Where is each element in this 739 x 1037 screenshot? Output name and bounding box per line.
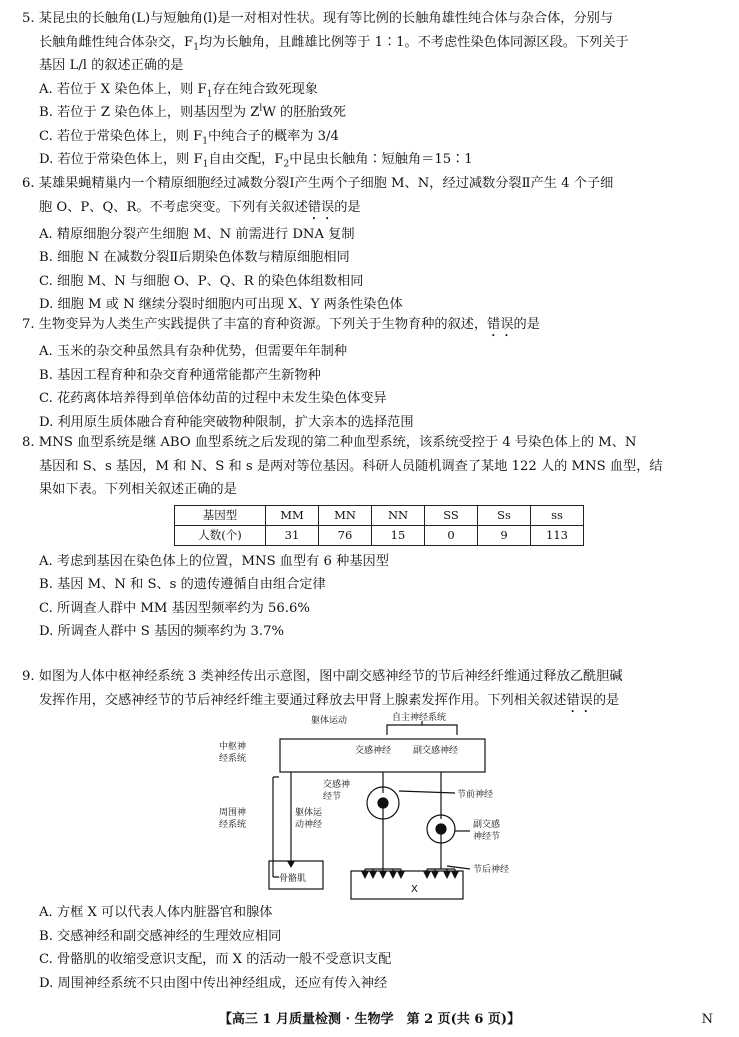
q5-stem-line-2: 长触角雌性纯合体杂交，$F_1$均为长触角，且雌雄比例等于 1∶1。不考虑性染色体同源区段。下列关于 <box>39 34 629 53</box>
question-9 <box>22 665 718 716</box>
q7-stem-line-1: 7. 生物变异为人类生产实践提供了丰富的育种资源。下列关于生物育种的叙述，错误的是 <box>22 317 540 332</box>
q5-option-d: D. 若位于常染色体上，则 $F_1$自由交配，$F_2$中昆虫长触角∶短触角＝15∶1 <box>39 152 473 170</box>
q9-stem-line-2: 发挥作用，交感神经节的节后神经纤维主要通过释放去甲肾上腺素发挥作用。下列相关叙述错误的是 <box>39 692 620 708</box>
label-preganglionic: 节前神经 <box>457 790 494 800</box>
footer-version: N <box>701 1012 713 1027</box>
table-cell: 15 <box>372 525 425 545</box>
question-8 <box>22 431 718 644</box>
table-cell: 0 <box>425 525 478 545</box>
label-somatic-motion: 躯体运动 <box>311 716 348 726</box>
q8-stem-line-1: 8. MNS 血型系统是继 ABO 血型系统之后发现的第二种血型系统，该系统受控于 4 号染色体上的 M、N <box>22 435 637 450</box>
label-somatic-motor-1: 躯体运 <box>295 808 323 818</box>
nervous-system-diagram <box>215 711 515 901</box>
table-header-row <box>175 505 584 525</box>
table-cell: Ss <box>478 505 531 525</box>
table-cell: MN <box>319 505 372 525</box>
table-row <box>175 525 584 545</box>
leader-preganglionic <box>399 791 455 793</box>
q7-option-d: D. 利用原生质体融合育种能突破物种限制，扩大亲本的选择范围 <box>39 414 414 430</box>
label-box-x: X <box>411 884 418 895</box>
table-cell: 31 <box>266 525 319 545</box>
autonomic-bracket <box>387 725 457 735</box>
q6-stem-line-2: 胞 O、P、Q、R。不考虑突变。下列有关叙述错误的是 <box>39 199 361 215</box>
page-footer <box>0 1008 739 1030</box>
table-head-label: 基因型 <box>175 505 266 525</box>
q6-option-d: D. 细胞 M 或 N 继续分裂时细胞内可出现 X、Y 两条性染色体 <box>39 297 403 312</box>
label-para-ganglion-1: 副交感 <box>473 820 501 830</box>
label-para-ganglion-2: 神经节 <box>473 832 501 842</box>
question-7 <box>22 313 718 434</box>
table-cell: 113 <box>531 525 584 545</box>
label-parasympathetic: 副交感神经 <box>413 746 459 756</box>
label-symp-ganglion-2: 经节 <box>323 792 342 802</box>
q7-option-b: B. 基因工程育种和杂交育种通常能都产生新物种 <box>39 367 321 383</box>
table-cell: 76 <box>319 525 372 545</box>
q8-stem-line-2: 基因和 S、s 基因，M 和 N、S 和 s 是两对等位基因。科研人员随机调查了某地 122 人的 MNS 血型，结 <box>39 458 663 474</box>
table-cell: SS <box>425 505 478 525</box>
q6-stem-line-1: 6. 某雄果蝇精巢内一个精原细胞经过减数分裂Ⅰ产生两个子细胞 M、N，经过减数分裂Ⅱ产生 4 个子细 <box>22 176 614 191</box>
question-5 <box>22 7 718 172</box>
q8-option-b: B. 基因 M、N 和 S、s 的遗传遵循自由组合定律 <box>39 577 326 592</box>
table-cell: ss <box>531 505 584 525</box>
q9-option-d: D. 周围神经系统不只由图中传出神经组成，还应有传入神经 <box>39 975 388 991</box>
question-9-options <box>22 901 718 995</box>
q5-stem-line-1: 5. 某昆虫的长触角(L)与短触角(l)是一对相对性状。现有等比例的长触角雄性纯合体与杂合体，分别与 <box>22 11 614 26</box>
table-cell: NN <box>372 505 425 525</box>
q8-stem-line-3: 果如下表。下列相关叙述正确的是 <box>39 482 237 497</box>
q7-option-c: C. 花药离体培养得到单倍体幼苗的过程中未发生染色体变异 <box>39 391 387 406</box>
label-cns-1: 中枢神 <box>219 742 247 752</box>
q9-option-b: B. 交感神经和副交感神经的生理效应相同 <box>39 928 282 944</box>
q6-option-b: B. 细胞 N 在减数分裂Ⅱ后期染色体数与精原细胞相同 <box>39 250 350 265</box>
footer-title: 【高三 1 月质量检测 · 生物学 第 2 页(共 6 页)】 <box>218 1012 521 1027</box>
label-somatic-motor-2: 动神经 <box>295 820 323 830</box>
table-cell: 9 <box>478 525 531 545</box>
label-pns-2: 经系统 <box>219 820 247 830</box>
mns-genotype-table <box>174 505 584 546</box>
q9-stem-line-1: 9. 如图为人体中枢神经系统 3 类神经传出示意图，图中副交感神经节的节后神经纤维通过释放乙酰胆碱 <box>22 669 623 684</box>
q8-option-a: A. 考虑到基因在染色体上的位置，MNS 血型有 6 种基因型 <box>39 553 389 569</box>
label-cns-2: 经系统 <box>219 754 247 764</box>
label-skeletal-muscle: 骨骼肌 <box>279 874 307 884</box>
label-symp-ganglion-1: 交感神 <box>323 780 351 790</box>
q8-option-c: C. 所调查人群中 MM 基因型频率约为 56.6% <box>39 600 310 616</box>
label-sympathetic: 交感神经 <box>355 746 392 756</box>
q7-option-a: A. 玉米的杂交种虽然具有杂种优势，但需要年年制种 <box>39 344 348 359</box>
q6-option-a: A. 精原细胞分裂产生细胞 M、N 前需进行 DNA 复制 <box>39 226 355 242</box>
label-pns-1: 周围神 <box>219 808 247 818</box>
q6-option-c: C. 细胞 M、N 与细胞 O、P、Q、R 的染色体组数相同 <box>39 273 364 289</box>
q9-option-c: C. 骨骼肌的收缩受意识支配，而 X 的活动一般不受意识支配 <box>39 952 392 967</box>
q9-option-a: A. 方框 X 可以代表人体内脏器官和腺体 <box>39 905 273 920</box>
q5-option-b: B. 若位于 Z 染色体上，则基因型为 $Z^lW$ 的胚胎致死 <box>39 103 346 120</box>
question-6 <box>22 172 718 317</box>
q8-option-d: D. 所调查人群中 S 基因的频率约为 3.7% <box>39 624 285 639</box>
q5-option-a: A. 若位于 X 染色体上，则 $F_1$存在纯合致死现象 <box>39 81 318 100</box>
label-autonomic: 自主神经系统 <box>392 713 447 723</box>
table-row-label: 人数(个) <box>175 525 266 545</box>
q5-option-c: C. 若位于常染色体上，则 $F_1$中纯合子的概率为 3/4 <box>39 128 339 147</box>
table-cell: MM <box>266 505 319 525</box>
arrow-skeletal <box>287 861 295 868</box>
label-postganglionic: 节后神经 <box>473 865 510 875</box>
q5-stem-line-3: 基因 L/l 的叙述正确的是 <box>39 58 184 73</box>
